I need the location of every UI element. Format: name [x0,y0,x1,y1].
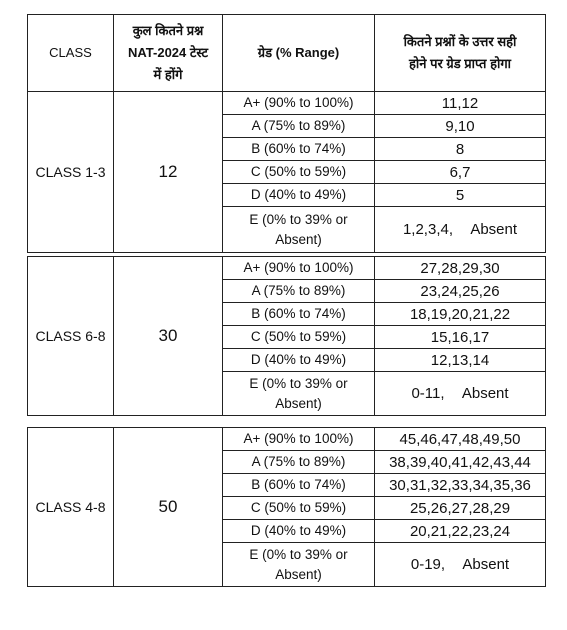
total-questions: 12 [114,92,223,253]
header-class: CLASS [28,15,114,92]
grade-label: A (75% to 89%) [223,451,375,474]
answers-cell: 38,39,40,41,42,43,44 [375,451,546,474]
total-questions: 50 [114,428,223,587]
grade-label-e: E (0% to 39% or Absent) [223,543,375,587]
answers-cell: 23,24,25,26 [375,280,546,303]
grade-label: A (75% to 89%) [223,115,375,138]
grade-label: D (40% to 49%) [223,184,375,207]
grade-label: B (60% to 74%) [223,474,375,497]
class-label: CLASS 4-8 [28,428,114,587]
header-row [28,15,546,92]
answers-cell: 12,13,14 [375,349,546,372]
grade-label: B (60% to 74%) [223,303,375,326]
answers-cell: 45,46,47,48,49,50 [375,428,546,451]
answers-cell: 5 [375,184,546,207]
grade-label-e: E (0% to 39% or Absent) [223,207,375,253]
class-label: CLASS 1-3 [28,92,114,253]
header-total-questions: कुल कितने प्रश्न NAT-2024 टेस्ट में होंगे [114,15,223,92]
grade-table-class-6-8 [27,256,546,416]
grade-label: D (40% to 49%) [223,520,375,543]
grade-label-e: E (0% to 39% or Absent) [223,372,375,416]
answers-cell: 15,16,17 [375,326,546,349]
answers-cell: 18,19,20,21,22 [375,303,546,326]
table-row [28,92,546,115]
grade-label: A+ (90% to 100%) [223,92,375,115]
answers-cell: 30,31,32,33,34,35,36 [375,474,546,497]
table-row [28,257,546,280]
answers-cell: 8 [375,138,546,161]
answers-cell: 6,7 [375,161,546,184]
grade-label: C (50% to 59%) [223,497,375,520]
grade-table-class-1-3 [27,14,546,253]
table-row [28,428,546,451]
answers-cell: 20,21,22,23,24 [375,520,546,543]
header-correct-answers: कितने प्रश्नों के उत्तर सही होने पर ग्रेड प्राप्त होगा [375,15,546,92]
answers-cell: 0-11, Absent [375,372,546,416]
total-questions: 30 [114,257,223,416]
grade-label: D (40% to 49%) [223,349,375,372]
grade-label: A+ (90% to 100%) [223,428,375,451]
grade-label: A (75% to 89%) [223,280,375,303]
answers-cell: 0-19, Absent [375,543,546,587]
answers-cell: 25,26,27,28,29 [375,497,546,520]
grade-table-class-4-8 [27,427,546,587]
answers-cell: 9,10 [375,115,546,138]
grade-label: A+ (90% to 100%) [223,257,375,280]
grade-label: C (50% to 59%) [223,161,375,184]
answers-cell: 11,12 [375,92,546,115]
grade-label: B (60% to 74%) [223,138,375,161]
answers-cell: 1,2,3,4, Absent [375,207,546,253]
answers-cell: 27,28,29,30 [375,257,546,280]
class-label: CLASS 6-8 [28,257,114,416]
header-grade-range: ग्रेड (% Range) [223,15,375,92]
grade-label: C (50% to 59%) [223,326,375,349]
